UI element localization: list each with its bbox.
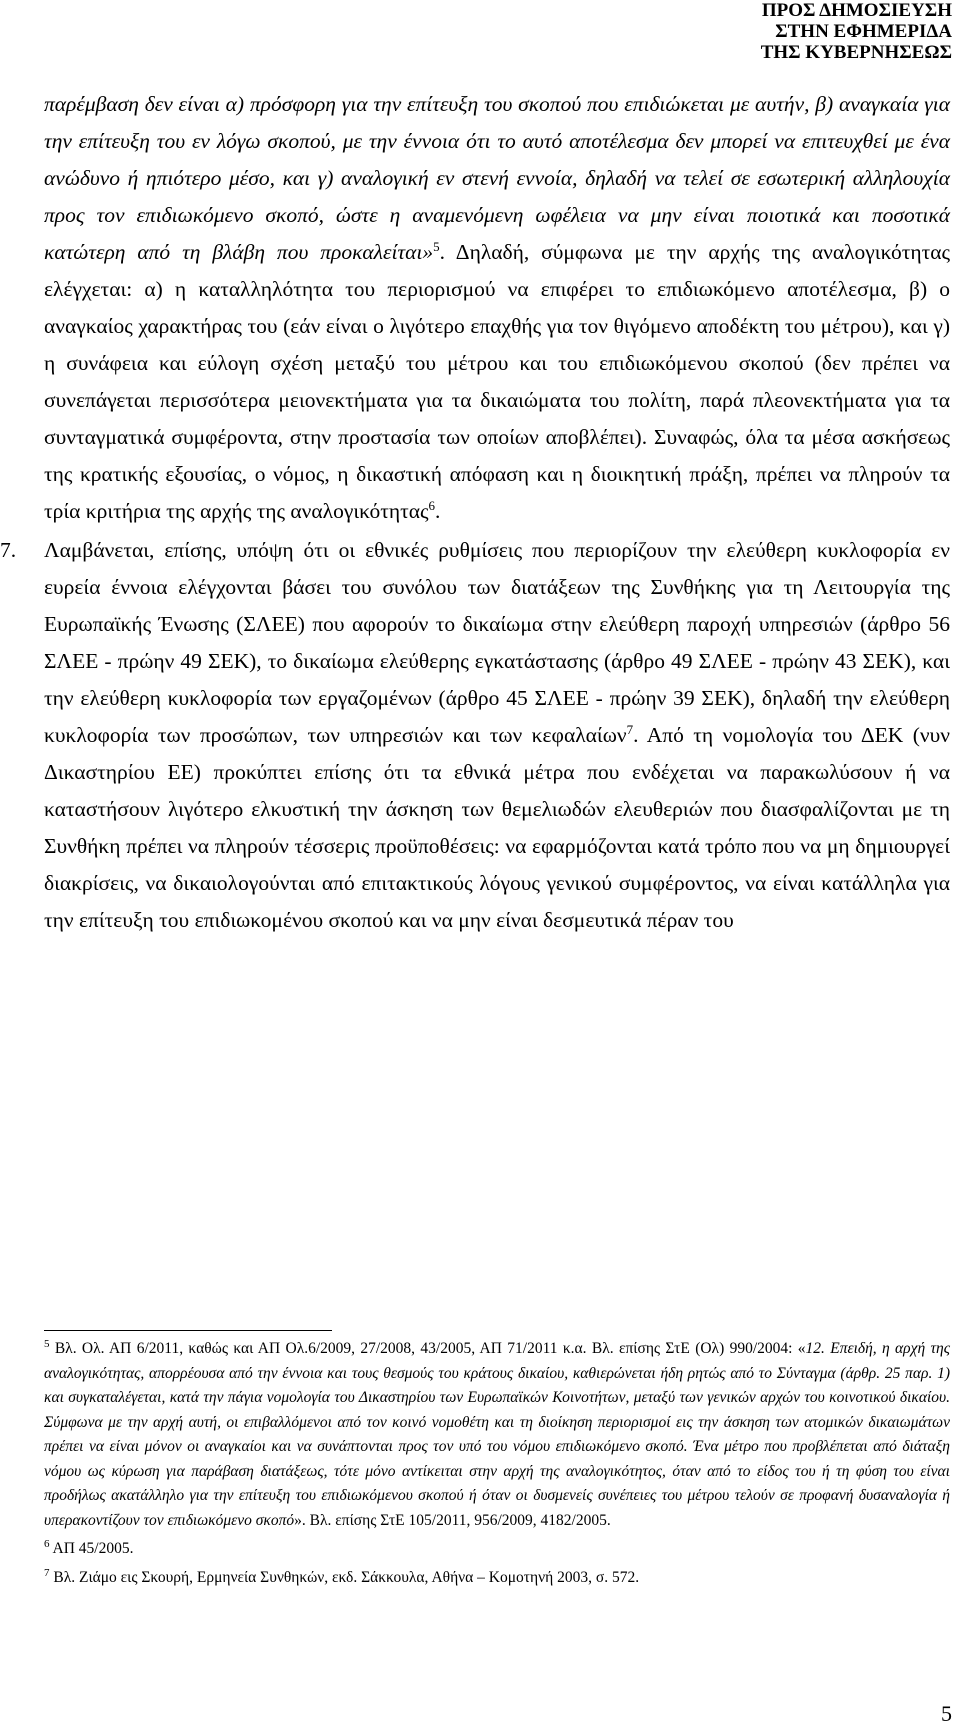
footnote-separator: [44, 1330, 332, 1331]
footnote-ref-6[interactable]: 6: [428, 497, 436, 513]
document-body: [0, 86, 950, 939]
paragraph-text: . Δηλαδή, σύμφωνα με την αρχής της αναλογικότητας ελέγχεται: α) η καταλληλότητα του περιορισμού να επιφέρει το επιδιωκόμενο αποτέλεσμα, β) ο αναγκαίος χαρακτήρας του (εάν είναι ο λιγότερο επαχθής για τον θιγόμενο αποδέκτη του μέτρου), και γ) η συνάφεια και εύλογη σχέση μεταξύ του μέτρου και του επιδιωκόμενου σκοπού (δεν πρέπει να συνεπάγεται περισσότερα μειονεκτήματα για τα δικαιώματα του πολίτη, παρά πλεονεκτήματα για τα συνταγματικά συμφέροντα, στην προστασία των οποίων αποβλέπει). Συναφώς, όλα τα μέσα ασκήσεως της κρατικής εξουσίας, ο νόμος, η δικαστική απόφαση και η διοικητική πράξη, πρέπει να πληρούν τα τρία κριτήρια της αρχής της αναλογικότητας: [44, 240, 950, 523]
footnote-ref-7[interactable]: 7: [626, 721, 634, 737]
footnote-5: [44, 1337, 950, 1533]
footnote-ref-5[interactable]: 5: [433, 238, 440, 254]
footnote-5-tail: ». Βλ. επίσης ΣτΕ 105/2011, 956/2009, 4182/2005.: [294, 1511, 611, 1529]
stamp-line-1: ΠΡΟΣ ΔΗΜΟΣΙΕΥΣΗ: [761, 0, 952, 21]
publication-stamp: [761, 0, 952, 63]
paragraph-end: .: [435, 499, 441, 523]
quoted-text: παρέμβαση δεν είναι α) πρόσφορη για την επίτευξη του σκοπού που επιδιώκεται με αυτήν, β) αναγκαία για την επίτευξη του εν λόγω σκοπού, με την έννοια ότι το αυτό αποτέλεσμα δεν μπορεί να επιτευχθεί με ένα ανώδυνο ή ηπιότερο μέσο, και γ) αναλογική εν στενή εννοία, δηλαδή να τελεί σε εσωτερική αλληλουχία προς τον επιδιωκόμενο σκοπό, ώστε η αναμενόμενη ωφέλεια να μην είναι ποιοτικά και ποσοτικά κατώτερη από τη βλάβη που προκαλείται»: [44, 92, 950, 264]
footnote-7: [44, 1566, 950, 1591]
page-number: 5: [941, 1701, 952, 1726]
footnotes: [44, 1337, 950, 1590]
footnote-6: [44, 1537, 950, 1562]
paragraph-7-text-a: Λαμβάνεται, επίσης, υπόψη ότι οι εθνικές ρυθμίσεις που περιορίζουν την ελεύθερη κυκλοφορία εν ευρεία έννοια ελέγχονται βάσει του συνόλου των διατάξεων της Συνθήκης για τη Λειτουργία της Ευρωπαϊκής Ένωσης (ΣΛΕΕ) που αφορούν το δικαίωμα στην ελεύθερη παροχή υπηρεσιών (άρθρο 56 ΣΛΕΕ - πρώην 49 ΣΕΚ), το δικαίωμα ελεύθερης εγκατάστασης (άρθρο 49 ΣΛΕΕ - πρώην 43 ΣΕΚ), και την ελεύθερη κυκλοφορία των εργαζομένων (άρθρο 45 ΣΛΕΕ - πρώην 39 ΣΕΚ), δηλαδή την ελεύθερη κυκλοφορία των προσώπων, των υπηρεσιών και των κεφαλαίων: [44, 538, 950, 747]
paragraph-number: 7.: [0, 538, 17, 562]
paragraph-7: [0, 532, 950, 939]
footnote-mark-7: 7: [44, 1566, 50, 1579]
paragraph-7-text-b: . Από τη νομολογία του ΔΕΚ (νυν Δικαστηρίου ΕΕ) προκύπτει επίσης ότι τα εθνικά μέτρα που ενδέχεται να παρακωλύσουν ή να καταστήσουν λιγότερο ελκυστική την άσκηση των θεμελιωδών ελευθεριών που διασφαλίζονται με τη Συνθήκη πρέπει να πληρούν τέσσερις προϋποθέσεις: να εφαρμόζονται κατά τρόπο που να μη δημιουργεί διακρίσεις, να δικαιολογούνται από επιτακτικούς λόγους γενικού συμφέροντος, να είναι κατάλληλα για την επίτευξη του επιδιωκομένου σκοπού και να μην είναι δεσμευτικά πέραν του: [44, 723, 950, 932]
footnote-mark-6: 6: [44, 1537, 50, 1550]
footnote-5-lead: Βλ. Ολ. ΑΠ 6/2011, καθώς και ΑΠ Ολ.6/2009, 27/2008, 43/2005, ΑΠ 71/2011 κ.α. Βλ. επίσης ΣτΕ (Ολ) 990/2004: «: [54, 1340, 806, 1357]
paragraph-continuation: [44, 86, 950, 530]
footnote-5-quote: 12. Επειδή, η αρχή της αναλογικότητας, απορρέουσα από την έννοια και τους θεσμούς του κράτους δικαίου, καθιερώνεται ήδη ρητώς από το Σύνταγμα (άρθρ. 25 παρ. 1) και συγκαταλέγεται, κατά την πάγια νομολογία του Δικαστηρίου των Ευρωπαϊκών Κοινοτήτων, μεταξύ των γενικών αρχών του κοινοτικού δικαίου. Σύμφωνα με την αρχή αυτή, οι επιβαλλόμενοι από τον κοινό νομοθέτη και τη διοίκηση περιορισμοί εις την άσκηση των ατομικών δικαιωμάτων πρέπει να είναι μόνον οι αναγκαίοι και να συνάπτονται προς τον υπό του νόμου επιδιωκόμενο σκοπό. Ένα μέτρο που προβλέπεται από διάταξη νόμου ως κύρωση για παράβαση διατάξεως, τότε μόνο αντίκειται στην αρχή της αναλογικότητος, όταν από το είδος του ή τη φύση του είναι προδήλως ακατάλληλο για την επίτευξη του επιδιωκόμενου σκοπού ή όταν οι δυσμενείς συνέπειες του μέτρου τελούν σε προφανή δυσαναλογία ή υπερακοντίζουν τον επιδιωκόμενο σκοπό: [44, 1340, 950, 1529]
paragraph-7-text: [44, 532, 950, 939]
footnote-6-text: ΑΠ 45/2005.: [52, 1540, 134, 1557]
footnote-7-text: Βλ. Ζιάμο εις Σκουρή, Ερμηνεία Συνθηκών, εκδ. Σάκκουλα, Αθήνα – Κομοτηνή 2003, σ. 572.: [53, 1568, 640, 1586]
stamp-line-2: ΣΤΗΝ ΕΦΗΜΕΡΙΔΑ: [775, 21, 952, 42]
footnote-mark-5: 5: [44, 1337, 50, 1350]
stamp-line-3: ΤΗΣ ΚΥΒΕΡΝΗΣΕΩΣ: [760, 42, 952, 63]
